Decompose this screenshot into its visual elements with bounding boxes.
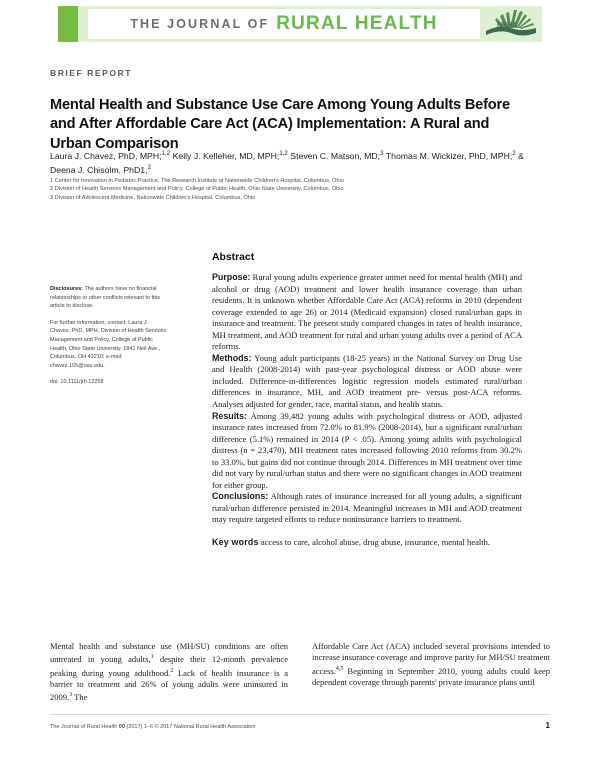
nrha-logo — [480, 6, 542, 42]
masthead-the-journal-of: THE JOURNAL OF — [130, 17, 270, 31]
abstract-keywords — [212, 537, 522, 549]
abstract-section — [212, 252, 522, 549]
abstract-heading: Abstract — [212, 252, 255, 263]
purpose-label: Purpose: — [212, 272, 251, 282]
body-columns — [50, 641, 550, 704]
author-list: Laura J. Chavez, PhD, MPH;$^{1,2}$ Kelly J. Kelleher, MD, MPH;$^{1,2}$ Steven C. Matson, MD;$^3$ Thomas M. Wickizer, PhD, MPH;$^2$ & Deena J. Chisolm, PhD1,$^2$ — [50, 150, 524, 176]
affiliation-item: 2 Division of Health Services Management and Policy, College of Public Health, Ohio State University, Columbus, Ohio — [50, 186, 344, 193]
masthead-title-plate — [88, 9, 480, 39]
disclosures-text: The authors have no financial relationships or other conflicts relevant to this article to disclose. — [50, 286, 161, 310]
citation-suffix: (2017) 1–6 © 2017 National Rural Health Association — [124, 724, 256, 730]
keywords-label: Key words — [212, 537, 259, 548]
page-footer — [50, 721, 550, 730]
conclusions-label: Conclusions: — [212, 491, 269, 502]
body-paragraph: Mental health and substance use (MH/SU) conditions are often untreated in young adults,$^1$ despite their 12-month prevalence peaking during young adulthood.$^2$ Lack of health insurance is a barrier to treatment and 26% of young adults were uninsured in 2009.$^3$ The — [50, 641, 288, 703]
abstract-conclusions — [212, 491, 522, 526]
contact-note: For further information, contact: Laura J. Chavez, PhD, MPH, Division of Health Services Management and Policy, College of Public Health, Ohio State University, 1841 Neil Ave., Columbus, OH 43210; e-mail: chavez.105@osu.edu. — [50, 319, 167, 369]
abstract-purpose — [212, 272, 522, 353]
sidebar-notes — [50, 285, 168, 395]
citation-prefix: The Journal of Rural Health — [50, 724, 119, 730]
nrha-logo-text: NRHA — [497, 22, 518, 29]
citation-volume: 00 — [118, 724, 125, 730]
body-column-right — [312, 641, 550, 704]
nrha-sunburst-icon — [480, 6, 542, 42]
body-column-left — [50, 641, 288, 704]
methods-text: Young adult participants (18-25 years) in the National Survey on Drug Use and Health (2008-2014) with past-year psychological distress or AOD abuse were included. Difference-in-differences logistic regression models estimated rural/urban differences in insurance, MH, and AOD treatment pre- versus post-ACA reforms. Analyses adjusted for gender, race, marital status, and health status. — [212, 352, 522, 410]
disclosures-label: Disclosures: — [50, 286, 84, 292]
results-text: Among 39,482 young adults with psychological distress or AOD, adjusted insurance rates increased from 72.0% to 81.9% (2008-2014), but a significant rural/urban difference (5.1%) remained in 2014 (P < .05). Among young adults with psychological distress (n = 23,470), MH treatment rates increased following 2010 reforms from 30.2% to 33.0%, but gains did not continue through 2014. Differences in MH treatment over time did not vary by rural/urban status and there were no significant changes in AOD treatment for either group. — [212, 410, 522, 490]
affiliation-item: 1 Center for Innovation in Pediatric Practice, The Research Institute at Nationwide Children's Hospital, Columbus, Ohio — [50, 178, 344, 184]
abstract-results — [212, 411, 522, 492]
masthead-rural-health: RURAL HEALTH — [276, 13, 438, 34]
results-label: Results: — [212, 410, 248, 421]
section-label: BRIEF REPORT — [50, 68, 132, 78]
footer-divider — [50, 714, 550, 715]
page-number: 1 — [545, 721, 550, 730]
affiliation-item: 3 Division of Adolescent Medicine, Nationwide Children's Hospital, Columbus, Ohio — [50, 194, 256, 201]
conclusions-text: Although rates of insurance increased for all young adults, a significant rural/urban difference persisted in 2014. Meaningful increases in MH and AOD treatment may require targeted efforts to reduce noninsurance barriers to treatment. — [212, 491, 522, 525]
keywords-text: access to care, alcohol abuse, drug abuse, insurance, mental health. — [258, 537, 491, 548]
body-paragraph: Affordable Care Act (ACA) included several provisions intended to increase insurance coverage and improve parity for MH/SU treatment access.$^{4,5}$ Beginning in September 2010, young adults could keep dependent coverage through parents' private insurance plans until — [312, 641, 550, 688]
masthead-accent-bar — [58, 6, 78, 42]
doi-note[interactable]: doi: 10.1111/jrh.12258 — [50, 379, 104, 386]
abstract-methods — [212, 353, 522, 411]
affiliation-list — [50, 177, 520, 202]
methods-label: Methods: — [212, 352, 252, 363]
journal-masthead — [58, 6, 542, 42]
disclosures-note — [50, 285, 168, 311]
page-title: Mental Health and Substance Use Care Among Young Adults Before and After Affordable Care Act (ACA) Implementation: A Rural and Urban Comparison — [50, 96, 510, 152]
footer-citation — [50, 724, 256, 730]
purpose-text: Rural young adults experience greater unmet need for mental health (MH) and alcohol or drug (AOD) treatment and lower health insurance coverage than urban residents. It is unknown whether Affordable Care Act (ACA) reforms in 2010 (dependent coverage extended to age 26) or 2014 (Medicaid expansion) closed rural/urban gaps in insurance and treatment. The present study compared changes in rates of health insurance, MH treatment, and AOD treatment for rural and urban young adults over a period of ACA reforms. — [212, 272, 522, 352]
